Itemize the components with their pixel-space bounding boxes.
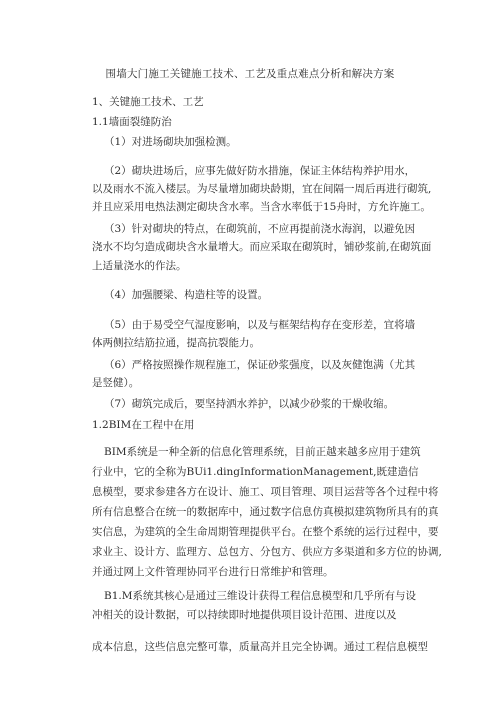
paragraph-1-line-4: 所有信息整合在统一的数据库中，通过数字信息仿真模拟建筑物所具有的真	[92, 506, 439, 518]
paragraph-2-line-2: 冲相关的设计数据，可以持续即时地提供项目设计范围、进度以及	[92, 609, 397, 621]
step-6-line-2: 是竖健）。	[92, 377, 140, 389]
step-5-line-1: （5）由于易受空气湿度影响，以及与框架结构存在变形差，宜将墙	[104, 319, 416, 331]
step-5-line-2: 体两侧拉结筋拉通，提高抗裂能力。	[92, 337, 260, 349]
step-1: （1）对进场砌块加强检测。	[104, 136, 237, 148]
paragraph-1-line-3: 息模型，要求参建各方在设计、施工、项目管理、项目运营等各个过程中将	[92, 486, 439, 498]
step-4: （4）加强腰梁、构造柱等的设置。	[104, 289, 269, 301]
paragraph-1-line-1: BIM系统是一种全新的信息化管理系统，目前正越来越多应用于建筑	[104, 446, 421, 458]
subsection-heading-1-1: 1.1墙面裂缝防治	[92, 116, 172, 128]
step-3-line-1: （3）针对砌块的特点，在砌筑前，不应再提前浇水海润，以避免因	[104, 223, 416, 235]
step-2-line-3: 并且应采用电热法测定砌块含水率。当含水率低于15舟时，方允许施工。	[92, 201, 431, 213]
paragraph-1-line-5: 实信息，为建筑的全生命周期管理提供平台。在整个系统的运行过程中，要	[92, 526, 439, 538]
paragraph-2-line-3: 成本信息，这些信息完整可靠，质量高并且完全协调。通过工程信息模型	[92, 641, 428, 653]
section-heading-1: 1、关键施工技术、工艺	[92, 96, 204, 108]
subsection-heading-1-2: 1.2BIM在工程中在用	[92, 419, 195, 431]
step-7: （7）砌筑完成后，要坚持洒水养护，以减少砂浆的干燥收缩。	[104, 398, 395, 410]
step-6-line-1: （6）严格按照操作规程施工，保证砂浆强度，以及灰健饱满（尤其	[104, 359, 416, 371]
step-3-line-3: 上适量浇水的作法。	[92, 260, 187, 272]
paragraph-1-line-6: 求业主、设计方、监理方、总包方、分包方、供应方多渠道和多方位的协调,	[92, 546, 442, 558]
step-2-line-2: 以及雨水不流入楼层。为尽量增加砌块龄期，宜在间隔一周后再进行砌筑,	[92, 183, 432, 195]
paragraph-2-line-1: B1.M系统其核心是通过三维设计获得工程信息模型和几乎所有与设	[104, 590, 416, 602]
step-3-line-2: 浇水不均匀造成砌块含水量增大。而应采取在砌筑时，铺砂浆前,在砌筑面	[92, 241, 432, 253]
document-title: 围墙大门施工关键施工技术、工艺及重点难点分析和解决方案	[105, 68, 395, 80]
paragraph-1-line-7: 并通过网上文件管理协同平台进行日常维护和管理。	[92, 566, 334, 578]
paragraph-1-line-2: 行业中，它的全称为BUi1.dingInformationManagement,既建造信	[92, 466, 419, 478]
step-2-line-1: （2）砌块进场后，应事先做好防水措施，保证主体结构养护用水，	[104, 165, 416, 177]
